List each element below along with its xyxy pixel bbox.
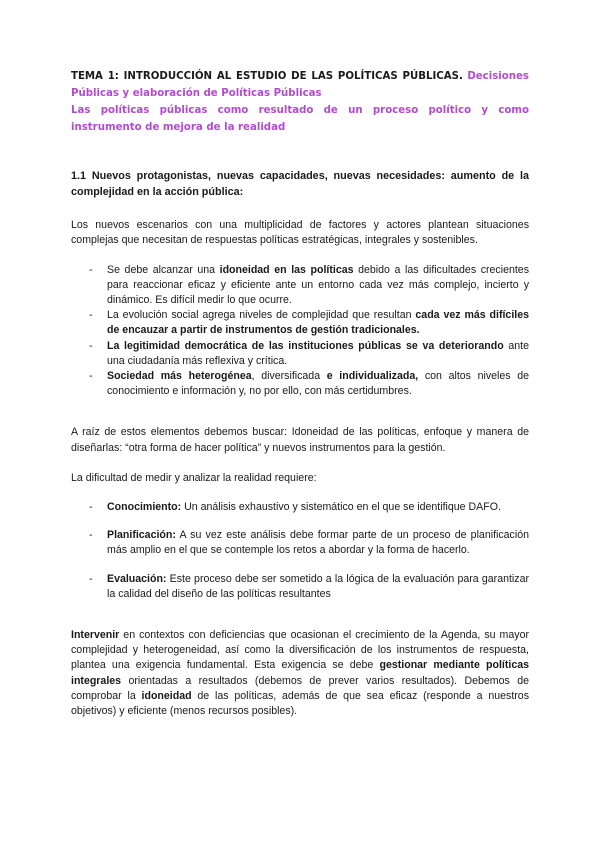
bullet-text: La evolución social agrega niveles de complejidad que resultan [107, 309, 416, 322]
document-title [71, 68, 529, 102]
bullet-emphasis: idoneidad en las políticas [219, 263, 354, 276]
emphasis: Intervenir [71, 629, 120, 642]
requirements-list [71, 500, 529, 602]
document-page [71, 68, 529, 719]
paragraph-text: en contextos con deficiencias que ocasionan el crecimiento de la Agenda, su mayor complejidad y heterogeneidad, así como la diversificación de los instrumentos de respuesta, plantea una exigencia fundamental. Esta exigencia se debe [71, 629, 529, 672]
bullet-text: ante una ciudadanía más reflexiva y crítica. [107, 339, 530, 367]
bullet-emphasis: Sociedad más heterogénea [107, 370, 252, 383]
emphasis: idoneidad [141, 689, 192, 702]
list-item [71, 339, 529, 369]
title-main: TEMA 1: INTRODUCCIÓN AL ESTUDIO DE LAS POLÍTICAS PÚBLICAS. [71, 71, 463, 82]
title-subtitle-2: Las políticas públicas como resultado de un proceso político y como instrumento de mejora de la realidad [71, 105, 529, 133]
emphasis: gestionar mediante políticas integrales [71, 659, 529, 687]
title-subtitle-1: Decisiones Públicas y elaboración de Políticas Públicas [71, 71, 529, 99]
bullet-text: con altos niveles de conocimiento e información y, no por ello, con más certidumbres. [107, 370, 530, 398]
intro-paragraph: Los nuevos escenarios con una multiplicidad de factores y actores plantean situaciones complejas que necesitan de respuestas políticas estratégicas, integrales y sostenibles. [71, 219, 529, 247]
list-item [71, 572, 529, 602]
list-item [71, 369, 529, 399]
bullet-text: debido a las dificultades crecientes para reaccionar eficaz y eficiente ante un entorno cada vez más complejo, incierto y dinámico. Es difícil medir lo que ocurre. [107, 263, 529, 306]
paragraph-text: orientadas a resultados (debemos de prever varios resultados). Debemos de comprobar la [71, 674, 529, 702]
bullet-text: Se debe alcanzar una [107, 263, 220, 276]
section-heading: 1.1 Nuevos protagonistas, nuevas capacidades, nuevas necesidades: aumento de la complejidad en la acción pública: [71, 170, 529, 198]
requirement-text: A su vez este análisis debe formar parte de un proceso de planificación más amplio en el que se contemple los retos a abordar y la forma de hacerlo. [107, 529, 529, 557]
bullet-emphasis: cada vez más difíciles de encauzar a partir de instrumentos de gestión tradicionales. [107, 309, 529, 337]
complexity-bullet-list [71, 263, 529, 400]
bullet-text: , diversificada [251, 370, 327, 383]
requirement-text: Este proceso debe ser sometido a la lógica de la evaluación para garantizar la calidad del diseño de las políticas resultantes [107, 572, 529, 600]
list-item [71, 263, 529, 309]
bullet-emphasis: La legitimidad democrática de las instituciones públicas se va deteriorando [107, 339, 504, 352]
paragraph-text: de las políticas, además de que sea eficaz (responde a nuestros objetivos) y eficiente (menos recursos posibles). [71, 689, 529, 718]
requirement-text: Un análisis exhaustivo y sistemático en el que se identifique DAFO. [181, 501, 501, 514]
requirement-label: Evaluación: [107, 572, 167, 585]
requirement-label: Conocimiento: [107, 501, 182, 514]
list-item [71, 528, 529, 558]
requirements-intro: La dificultad de medir y analizar la realidad requiere: [71, 471, 317, 484]
bullet-emphasis: e individualizada, [326, 370, 419, 383]
intervention-paragraph [71, 628, 529, 719]
list-item [71, 308, 529, 338]
list-item [71, 500, 529, 515]
conclusion-paragraph: A raíz de estos elementos debemos buscar: Idoneidad de las políticas, enfoque y manera de diseñarlas: “otra forma de hacer política” y nuevos instrumentos para la gestión. [71, 426, 529, 454]
requirement-label: Planificación: [107, 529, 176, 542]
